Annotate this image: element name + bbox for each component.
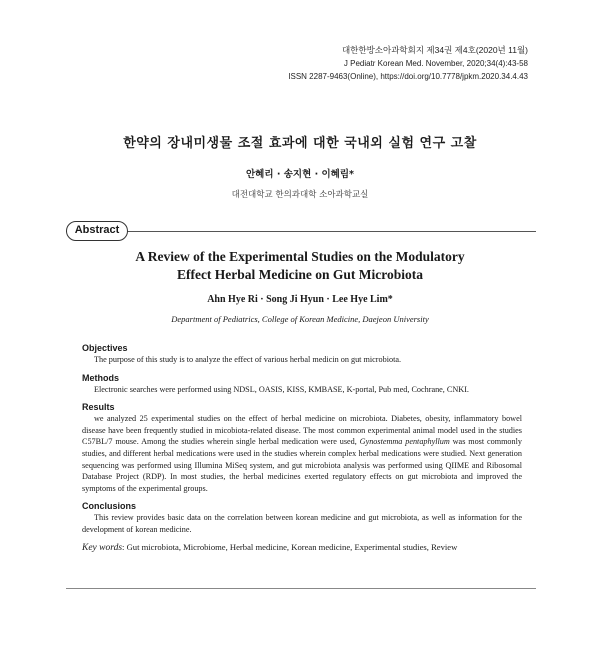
english-title (0, 248, 600, 284)
objectives-text: The purpose of this study is to analyze the effect of various herbal medicin on gut microbiota. (94, 355, 402, 364)
abstract-label: Abstract (66, 221, 128, 241)
journal-header (288, 44, 528, 83)
journal-issn-doi[interactable]: ISSN 2287-9463(Online), https://doi.org/10.7778/jpkm.2020.34.4.43 (288, 72, 528, 81)
results-species-name: Gynostemma pentaphyllum (359, 437, 450, 447)
english-affiliation: Department of Pediatrics, College of Korean Medicine, Daejeon University (171, 314, 429, 324)
english-title-line1: A Review of the Experimental Studies on the Modulatory (135, 249, 465, 264)
english-authors: Ahn Hye Ri · Song Ji Hyun · Lee Hye Lim* (207, 294, 393, 305)
journal-citation: J Pediatr Korean Med. November, 2020;34(4):43-58 (343, 59, 528, 68)
methods-text: Electronic searches were performed using NDSL, OASIS, KISS, KMBASE, K-portal, Pub med, Cochrane, CNKI. (94, 384, 469, 394)
bottom-divider (66, 588, 536, 589)
keywords-label: Key words (82, 542, 123, 553)
keywords (82, 542, 522, 553)
abstract-body (82, 342, 522, 553)
results-text (82, 413, 522, 494)
korean-affiliation: 대전대학교 한의과대학 소아과학교실 (231, 190, 369, 200)
korean-title: 한약의 장내미생물 조절 효과에 대한 국내외 실험 연구 고찰 (123, 136, 477, 151)
journal-name-korean: 대한한방소아과학회지 제34권 제4호(2020년 11월) (341, 45, 528, 55)
objectives-heading: Objectives (82, 343, 128, 353)
results-text-part2: was most commonly studies, and different herbal medications were used in the studies wherein complex herbal medications were studied. Next generation sequencing was performed using Illumina MiSeq system, and gut microbiota analysis was performed using QIIME and Ribosomal Database Project (RDP). In most studies, the herbal medicines exerted regulatory effects on gut microbiota and improved the symptoms of the experimental groups. (82, 437, 522, 493)
results-text-part1: we analyzed 25 experimental studies on the effect of herbal medicine on microbiota. Diabetes, obesity, inflammatory bowel disease have been frequently studied in micobiota-related disease. The most common experimental animal model used in the studies C57BL/7 mouse. Among the studies wherein single herbal medication were used, (82, 414, 522, 447)
conclusions-text: This review provides basic data on the correlation between korean medicine and gut microbiota, as well as information for the development of korean medicine. (82, 513, 522, 534)
abstract-divider (66, 231, 536, 232)
keywords-text: : Gut microbiota, Microbiome, Herbal medicine, Korean medicine, Experimental studies, Review (122, 541, 458, 552)
conclusions-heading: Conclusions (82, 501, 137, 512)
korean-authors: 안혜리 · 송지현 · 이혜림* (245, 169, 354, 180)
english-title-line2: Effect Herbal Medicine on Gut Microbiota (176, 267, 424, 282)
methods-heading: Methods (82, 372, 119, 383)
results-heading: Results (82, 402, 115, 413)
